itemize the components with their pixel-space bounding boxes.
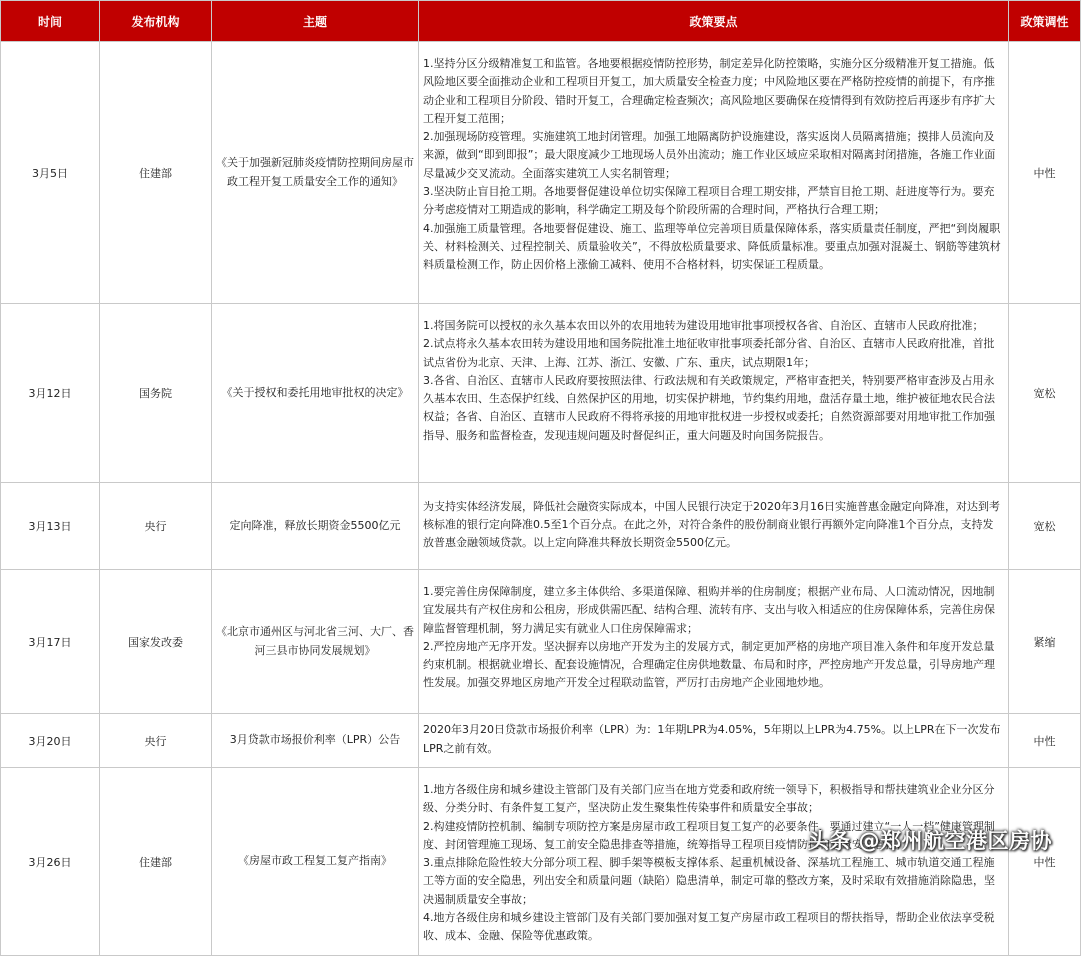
table-row: [1, 570, 1081, 714]
cell-agency: 住建部: [100, 42, 212, 304]
cell-tone: 中性: [1009, 714, 1081, 768]
watermark: 头条 @郑州航空港区房协: [807, 829, 1052, 853]
header-agency: 发布机构: [100, 1, 212, 42]
cell-agency: 央行: [100, 483, 212, 570]
cell-date: 3月13日: [1, 483, 100, 570]
cell-agency: 国务院: [100, 304, 212, 483]
table-row: [1, 768, 1081, 956]
cell-topic: 定向降准，释放长期资金5500亿元: [212, 483, 419, 570]
cell-topic: 《房屋市政工程复工复产指南》: [212, 768, 419, 956]
cell-agency: 国家发改委: [100, 570, 212, 714]
cell-topic: 《关于加强新冠肺炎疫情防控期间房屋市政工程开复工质量安全工作的通知》: [212, 42, 419, 304]
header-points: 政策要点: [419, 1, 1009, 42]
cell-tone: 中性: [1009, 768, 1081, 956]
cell-points: 1.要完善住房保障制度，建立多主体供给、多渠道保障、租购并举的住房制度；根据产业布局、人口流动情况，因地制宜发展共有产权住房和公租房，形成供需匹配、结构合理、流转有序、支出与收入相适应的住房保障体系，完善住房保障监督管理机制，努力满足实有就业人口住房保障需求； 2.严控房地产无序开发。坚决摒弃以房地产开发为主的发展方式，制定更加严格的房地产项目准入条件和年度开发总量约束机制。根据就业增长、配套设施情况，合理确定住房供地数量、布局和时序，严控房地产开发总量，引导房地产理性发展。加强交界地区房地产开发全过程联动监管，严厉打击房地产企业囤地炒地。: [419, 570, 1009, 714]
header-time: 时间: [1, 1, 100, 42]
table-row: [1, 42, 1081, 304]
cell-date: 3月26日: [1, 768, 100, 956]
table-row: [1, 304, 1081, 483]
cell-points: 1.坚持分区分级精准复工和监管。各地要根据疫情防控形势，制定差异化防控策略，实施分区分级精准开复工措施。低风险地区要全面推动企业和工程项目开复工，加大质量安全检查力度；中风险地区要在严格防控疫情的前提下，有序推动企业和工程项目分阶段、错时开复工，合理确定检查频次；高风险地区要确保在疫情得到有效防控后再逐步有序扩大工程开复工范围； 2.加强现场防疫管理。实施建筑工地封闭管理。加强工地隔离防护设施建设，落实返岗人员隔离措施；摸排人员流向及来源，做到“即到即报”；最大限度减少工地现场人员外出流动；施工作业区域应采取相对隔离封闭措施，各施工作业面尽量减少交叉流动。全面落实建筑工人实名制管理； 3.坚决防止盲目抢工期。各地要督促建设单位切实保障工程项目合理工期安排，严禁盲目抢工期、赶进度等行为。要充分考虑疫情对工期造成的影响，科学确定工期及每个阶段所需的合理时间，严格执行合理工期； 4.加强施工质量管理。各地要督促建设、施工、监理等单位完善项目质量保障体系，落实质量责任制度，严把“到岗履职关、材料检测关、过程控制关、质量验收关”，不得放松质量要求、降低质量标准。要重点加强对混凝土、钢筋等建筑材料质量检测工作，防止因价格上涨偷工减料、使用不合格材料，切实保证工程质量。: [419, 42, 1009, 304]
cell-topic: 《关于授权和委托用地审批权的决定》: [212, 304, 419, 483]
cell-points: 1.地方各级住房和城乡建设主管部门及有关部门应当在地方党委和政府统一领导下，积极指导和帮扶建筑业企业分区分级、分类分时、有条件复工复产，坚决防止发生聚集性传染事件和质量安全事故； 2.构建疫情防控机制、编制专项防控方案是房屋市政工程项目复工复产的必要条件，要通过建立“一人一档”健康管理制度、封闭管理施工现场、复工前安全隐患排查等措施，统筹指导工程项目疫情防控和质量安全管控； 3.重点排除危险性较大分部分项工程、脚手架等模板支撑体系、起重机械设备、深基坑工程施工、城市轨道交通工程施工等方面的安全隐患，列出安全和质量问题（缺陷）隐患清单，制定可靠的整改方案，及时采取有效措施消除隐患，坚决遏制质量安全事故； 4.地方各级住房和城乡建设主管部门及有关部门要加强对复工复产房屋市政工程项目的帮扶指导，帮助企业依法享受税收、成本、金融、保险等优惠政策。: [419, 768, 1009, 956]
header-row: [1, 1, 1081, 42]
cell-tone: 紧缩: [1009, 570, 1081, 714]
table-row: [1, 483, 1081, 570]
cell-points: 1.将国务院可以授权的永久基本农田以外的农用地转为建设用地审批事项授权各省、自治区、直辖市人民政府批准； 2.试点将永久基本农田转为建设用地和国务院批准土地征收审批事项委托部分省、自治区、直辖市人民政府批准，首批试点省份为北京、天津、上海、江苏、浙江、安徽、广东、重庆，试点期限1年； 3.各省、自治区、直辖市人民政府要按照法律、行政法规和有关政策规定，严格审查把关，特别要严格审查涉及占用永久基本农田、生态保护红线、自然保护区的用地，切实保护耕地，节约集约用地，盘活存量土地，维护被征地农民合法权益；各省、自治区、直辖市人民政府不得将承接的用地审批权进一步授权或委托；自然资源部要对用地审批工作加强指导、服务和监督检查，发现违规问题及时督促纠正，重大问题及时向国务院报告。: [419, 304, 1009, 483]
cell-tone: 中性: [1009, 42, 1081, 304]
table-row: [1, 714, 1081, 768]
cell-date: 3月5日: [1, 42, 100, 304]
cell-points: 2020年3月20日贷款市场报价利率（LPR）为：1年期LPR为4.05%，5年期以上LPR为4.75%。以上LPR在下一次发布LPR之前有效。: [419, 714, 1009, 768]
cell-points: 为支持实体经济发展，降低社会融资实际成本，中国人民银行决定于2020年3月16日实施普惠金融定向降准，对达到考核标准的银行定向降准0.5至1个百分点。在此之外，对符合条件的股份制商业银行再额外定向降准1个百分点，支持发放普惠金融领域贷款。以上定向降准共释放长期资金5500亿元。: [419, 483, 1009, 570]
cell-tone: 宽松: [1009, 304, 1081, 483]
cell-topic: 3月贷款市场报价利率（LPR）公告: [212, 714, 419, 768]
cell-agency: 央行: [100, 714, 212, 768]
cell-date: 3月17日: [1, 570, 100, 714]
cell-agency: 住建部: [100, 768, 212, 956]
cell-date: 3月20日: [1, 714, 100, 768]
cell-date: 3月12日: [1, 304, 100, 483]
cell-tone: 宽松: [1009, 483, 1081, 570]
header-tone: 政策调性: [1009, 1, 1081, 42]
header-topic: 主题: [212, 1, 419, 42]
cell-topic: 《北京市通州区与河北省三河、大厂、香河三县市协同发展规划》: [212, 570, 419, 714]
